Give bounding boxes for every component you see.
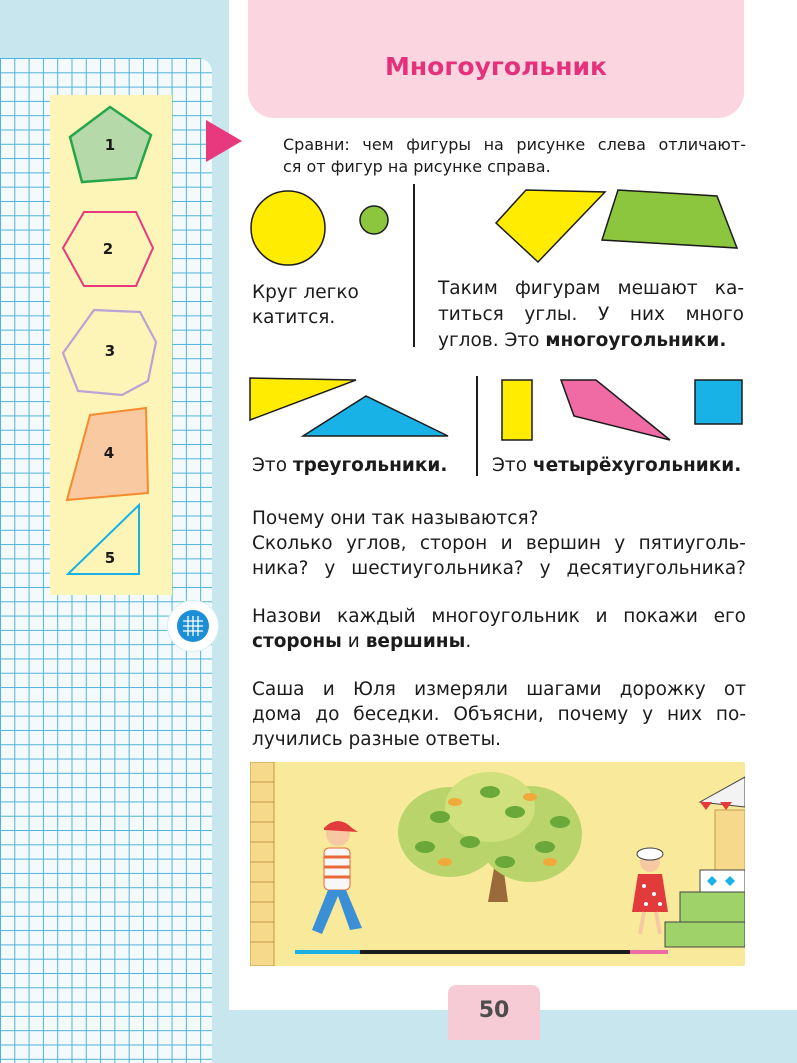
task3-line3: лучились разные ответы. bbox=[252, 729, 502, 750]
tree bbox=[398, 772, 582, 902]
path-illustration bbox=[250, 762, 745, 966]
big-yellow-circle bbox=[251, 191, 325, 265]
triangles-figure bbox=[248, 376, 453, 442]
cyan-triangle bbox=[303, 396, 448, 436]
polygons-caption-prefix: углов. Это bbox=[438, 330, 540, 351]
task3-line1: Саша и Юля измеряли шагами дорожку от bbox=[252, 679, 746, 700]
quads-caption bbox=[492, 452, 741, 479]
task2-bold-sides: стороны bbox=[252, 631, 342, 652]
quads-caption-bold: четырёхугольники. bbox=[532, 455, 742, 476]
divider-line-bottom bbox=[476, 376, 478, 476]
task2-and: и bbox=[347, 631, 360, 652]
shape-number-1: 1 bbox=[104, 136, 116, 154]
grid-icon bbox=[176, 609, 210, 643]
polygons-caption-line3 bbox=[438, 327, 748, 354]
task2-bold-vertices: вершины bbox=[365, 631, 466, 652]
yellow-rectangle bbox=[502, 380, 532, 440]
girl-yulia bbox=[632, 848, 668, 934]
quads-caption-prefix: Это bbox=[492, 455, 528, 476]
green-trapezoid bbox=[602, 190, 737, 248]
gazebo bbox=[665, 777, 745, 947]
triangles-caption-bold: треугольники. bbox=[292, 455, 448, 476]
grid-toggle-button[interactable] bbox=[168, 601, 218, 651]
yellow-quadrilateral bbox=[496, 190, 605, 262]
triangles-caption bbox=[252, 452, 447, 479]
shape-number-4: 4 bbox=[103, 444, 115, 462]
polygons-caption-bold: многоугольники. bbox=[545, 330, 727, 351]
shape-number-5: 5 bbox=[104, 549, 116, 567]
polygons-caption-line2: титься углы. У них много bbox=[438, 304, 744, 325]
task2-dot: . bbox=[465, 631, 472, 652]
task1-line1: Сравни: чем фигуры на рисунке слева отличают- bbox=[283, 135, 746, 154]
questions-line3: ника? у шестиугольника? у десятиугольника? bbox=[252, 558, 746, 579]
shape-number-2: 2 bbox=[102, 240, 114, 258]
small-green-circle bbox=[360, 206, 388, 234]
task1-line2: ся от фигур на рисунке справа. bbox=[283, 157, 551, 176]
triangles-caption-prefix: Это bbox=[252, 455, 288, 476]
circle-caption-line2: катится. bbox=[252, 307, 336, 328]
page-title: Многоугольник bbox=[385, 52, 607, 81]
numbered-shapes-strip bbox=[50, 95, 172, 595]
task2-line1: Назови каждый многоугольник и покажи его bbox=[252, 606, 746, 627]
pink-quadrilateral bbox=[561, 380, 670, 440]
page-number: 50 bbox=[448, 985, 540, 1040]
quadrilaterals-figure bbox=[498, 376, 746, 444]
cyan-square bbox=[695, 380, 742, 424]
triangle-shape-5 bbox=[68, 505, 139, 574]
polygons-figure bbox=[494, 186, 744, 266]
divider-line-top bbox=[413, 184, 415, 347]
task3-line2: дома до беседки. Объясни, почему у них по- bbox=[252, 704, 746, 725]
task2-line2 bbox=[252, 628, 746, 655]
circles-figure bbox=[248, 190, 398, 270]
questions-line2: Сколько углов, сторон и вершин у пятиуголь- bbox=[252, 533, 746, 554]
house-wall bbox=[250, 762, 274, 966]
task-marker-arrow bbox=[206, 120, 242, 162]
shape-number-3: 3 bbox=[104, 342, 116, 360]
questions-line1: Почему они так называются? bbox=[252, 508, 539, 529]
polygons-caption-line1: Таким фигурам мешают ка- bbox=[438, 278, 744, 299]
circle-caption-line1: Круг легко bbox=[252, 282, 359, 303]
boy-sasha bbox=[312, 821, 362, 934]
